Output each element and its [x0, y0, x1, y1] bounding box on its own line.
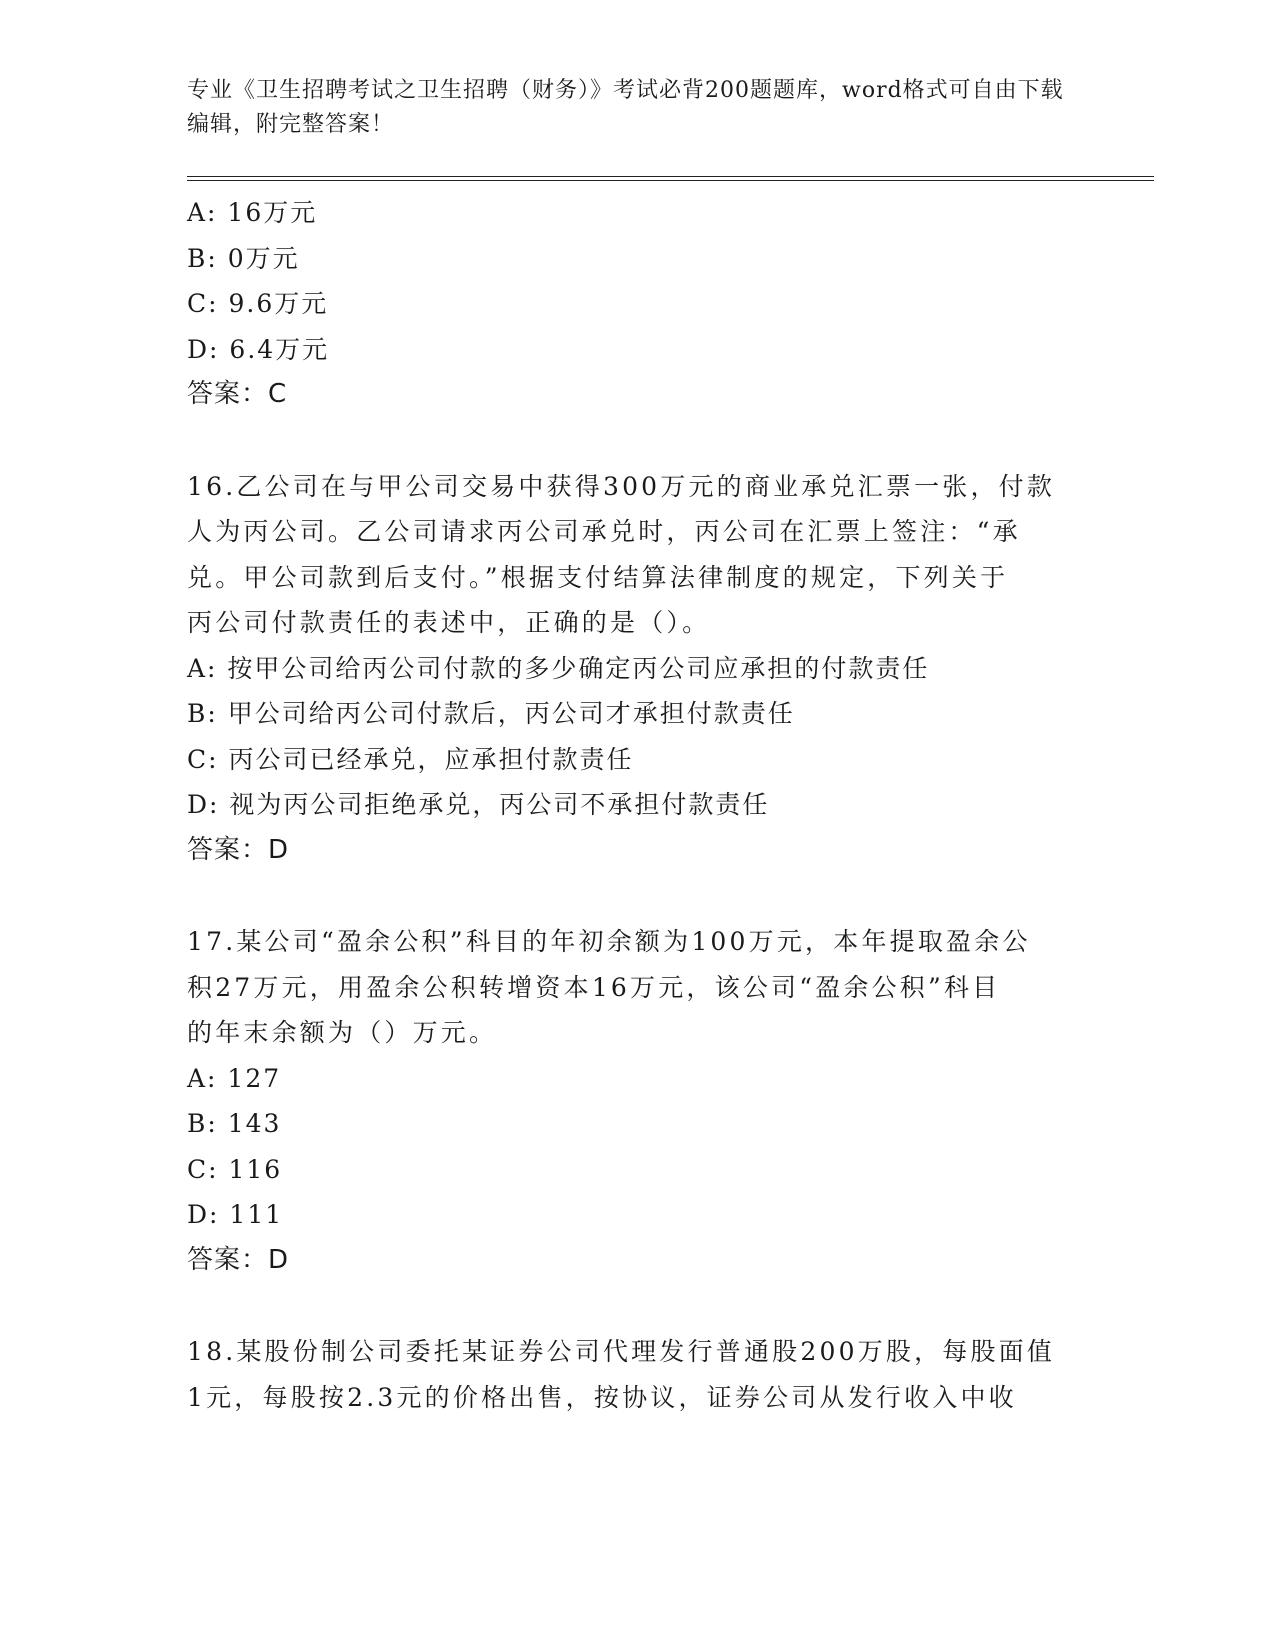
- question-15-answer: 答案：C: [187, 379, 288, 409]
- option-a: A: 按甲公司给丙公司付款的多少确定丙公司应承担的付款责任: [187, 653, 930, 683]
- question-line: 16.乙公司在与甲公司交易中获得300万元的商业承兑汇票一张，付款: [187, 471, 1056, 501]
- option-a: A: 127: [187, 1063, 282, 1093]
- question-line: 人为丙公司。乙公司请求丙公司承兑时，丙公司在汇票上签注：“承: [187, 517, 1021, 546]
- option-c: C: 116: [187, 1154, 283, 1184]
- question-16-stem: [187, 464, 1087, 646]
- question-line: 兑。甲公司款到后支付。”根据支付结算法律制度的规定，下列关于: [187, 562, 1009, 592]
- option-a: A: 16万元: [187, 198, 318, 227]
- question-line: 的年末余额为（）万元。: [187, 1018, 498, 1047]
- question-16-answer: 答案：D: [187, 834, 290, 865]
- question-line: 丙公司付款责任的表述中，正确的是（）。: [187, 608, 711, 637]
- option-b: B: 143: [187, 1109, 282, 1138]
- question-line: 积27万元，用盈余公积转增资本16万元，该公司“盈余公积”科目: [187, 972, 1001, 1002]
- document-body: [187, 190, 1087, 1420]
- question-15-options: [187, 190, 1087, 372]
- option-c: C: 丙公司已经承兑，应承担付款责任: [187, 744, 634, 774]
- option-b: B: 0万元: [187, 243, 300, 273]
- question-16-options: [187, 646, 1087, 828]
- question-line: 1元，每股按2.3元的价格出售，按协议，证券公司从发行收入中收: [187, 1382, 1017, 1412]
- question-17-stem: [187, 919, 1087, 1056]
- option-d: D: 视为丙公司拒绝承兑，丙公司不承担付款责任: [187, 790, 770, 819]
- header-divider: [187, 176, 1154, 181]
- question-18-stem: [187, 1329, 1087, 1420]
- question-line: 18.某股份制公司委托某证券公司代理发行普通股200万股，每股面值: [187, 1337, 1056, 1366]
- option-d: D: 6.4万元: [187, 334, 330, 364]
- document-header: 专业《卫生招聘考试之卫生招聘（财务）》考试必背200题题库，word格式可自由下载编辑，附完整答案！: [187, 78, 1064, 137]
- option-d: D: 111: [187, 1200, 284, 1229]
- option-b: B: 甲公司给丙公司付款后，丙公司才承担付款责任: [187, 699, 795, 728]
- option-c: C: 9.6万元: [187, 289, 329, 318]
- question-17-options: [187, 1056, 1087, 1238]
- question-17-answer: 答案：D: [187, 1244, 290, 1275]
- question-line: 17.某公司“盈余公积”科目的年初余额为100万元，本年提取盈余公: [187, 927, 1031, 956]
